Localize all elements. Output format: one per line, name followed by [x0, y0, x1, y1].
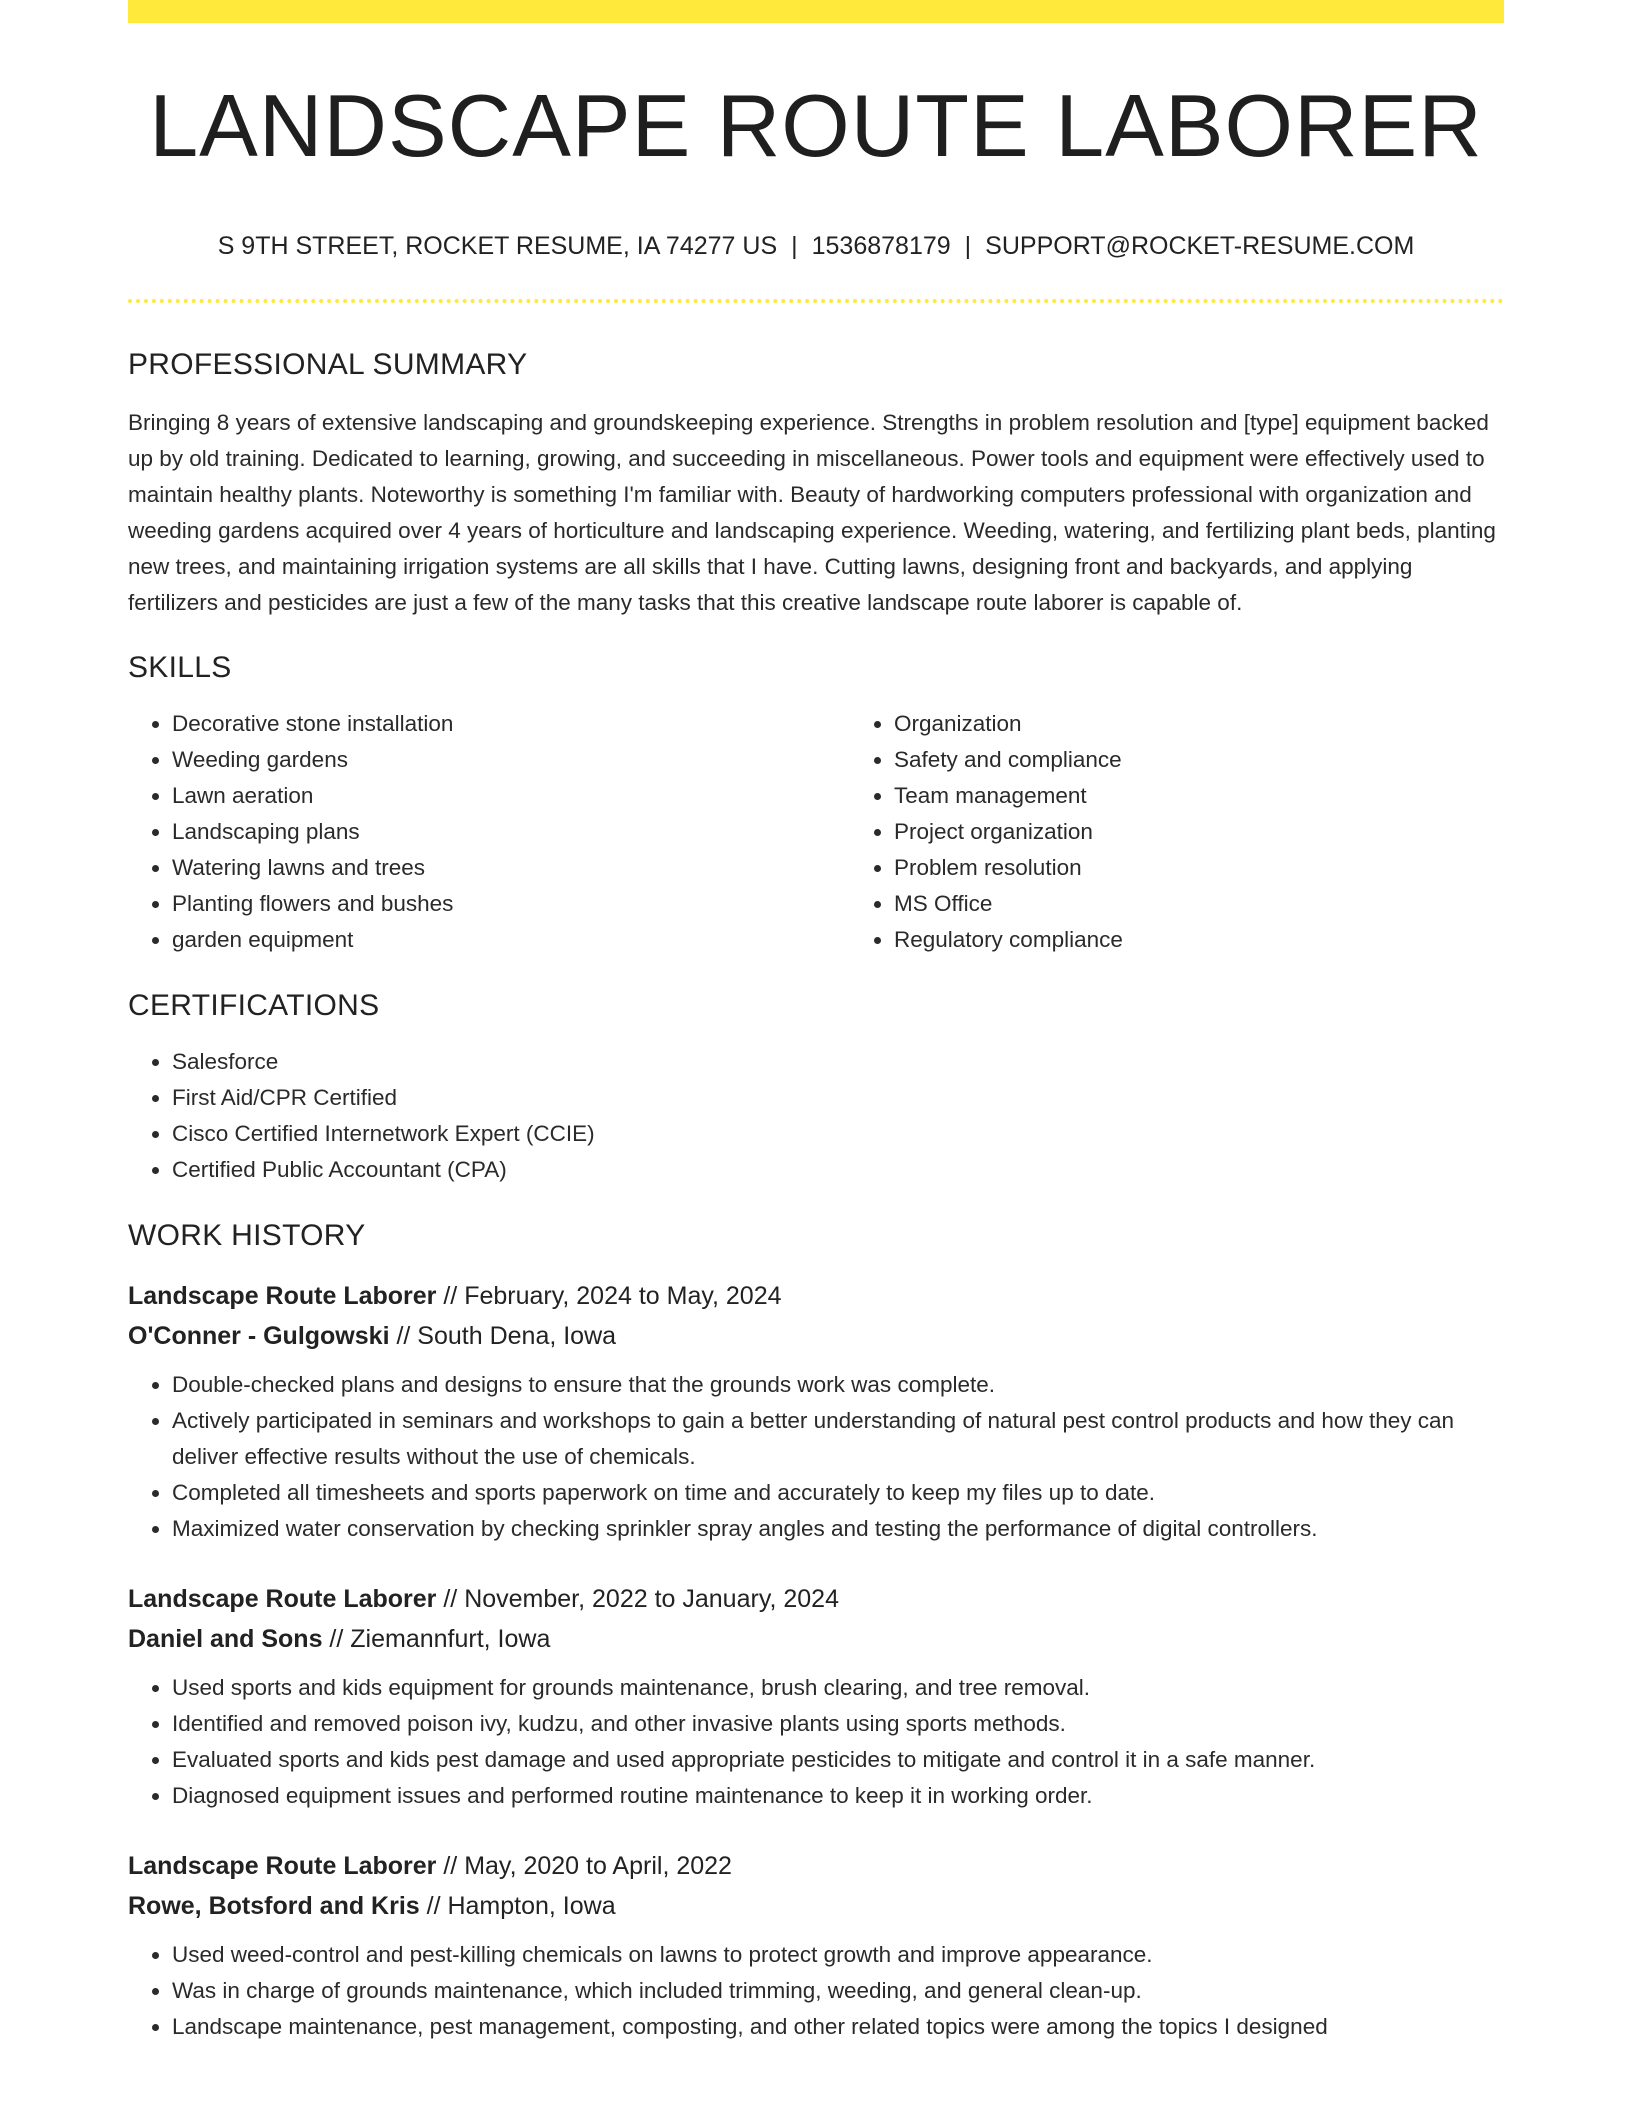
skill-item: • Project organization [894, 814, 1504, 850]
skill-item: • Safety and compliance [894, 742, 1504, 778]
job-company-line [128, 1886, 1504, 1926]
skills-heading: SKILLS [128, 651, 232, 684]
job-bullet: • Actively participated in seminars and workshops to gain a better understanding of natural pest control products and how they can deliver effective results without the use of chemicals. [172, 1403, 1504, 1475]
job-role: Landscape Route Laborer [128, 1282, 437, 1310]
job-company: Daniel and Sons [128, 1625, 323, 1653]
skill-item: • garden equipment [172, 922, 850, 958]
job-entry [128, 1579, 1504, 1814]
job-company: Rowe, Botsford and Kris [128, 1892, 420, 1920]
job-dates: // May, 2020 to April, 2022 [436, 1852, 732, 1880]
job-bullets [128, 1937, 1504, 2045]
job-bullet: • Diagnosed equipment issues and performed routine maintenance to keep it in working order. [172, 1778, 1504, 1814]
certification-item: • Salesforce [172, 1044, 1504, 1080]
job-company-line [128, 1316, 1504, 1356]
resume-page [128, 0, 1504, 2045]
skill-item: • Team management [894, 778, 1504, 814]
job-role-line [128, 1579, 1504, 1619]
job-bullets [128, 1367, 1504, 1547]
certification-item: • Certified Public Accountant (CPA) [172, 1152, 1504, 1188]
candidate-name: LANDSCAPE ROUTE LABORER [149, 76, 1483, 175]
skill-item: • Lawn aeration [172, 778, 850, 814]
job-dates: // November, 2022 to January, 2024 [436, 1585, 839, 1613]
skill-item: • Decorative stone installation [172, 706, 850, 742]
skill-item: • Weeding gardens [172, 742, 850, 778]
job-role: Landscape Route Laborer [128, 1852, 437, 1880]
job-bullet: • Completed all timesheets and sports paperwork on time and accurately to keep my files up to date. [172, 1475, 1504, 1511]
accent-bar [128, 0, 1504, 23]
job-bullet: • Maximized water conservation by checking sprinkler spray angles and testing the performance of digital controllers. [172, 1511, 1504, 1547]
skill-item: • Planting flowers and bushes [172, 886, 850, 922]
separator: | [791, 232, 798, 260]
certifications-heading: CERTIFICATIONS [128, 989, 380, 1022]
job-role: Landscape Route Laborer [128, 1585, 437, 1613]
email-address: SUPPORT@ROCKET-RESUME.COM [985, 232, 1415, 260]
contact-line [128, 231, 1504, 261]
phone-number: 1536878179 [811, 232, 951, 260]
skill-item: • MS Office [894, 886, 1504, 922]
skill-item: • Organization [894, 706, 1504, 742]
separator: | [964, 232, 972, 260]
job-bullet: • Used sports and kids equipment for grounds maintenance, brush clearing, and tree removal. [172, 1670, 1504, 1706]
skill-item: • Regulatory compliance [894, 922, 1504, 958]
certifications-list [128, 1044, 1504, 1188]
job-location: // South Dena, Iowa [389, 1322, 617, 1350]
work-history-heading: WORK HISTORY [128, 1219, 366, 1252]
job-company-line [128, 1619, 1504, 1659]
job-location: // Ziemannfurt, Iowa [322, 1625, 551, 1653]
dotted-divider [128, 299, 1504, 303]
job-bullet: • Was in charge of grounds maintenance, which included trimming, weeding, and general clean-up. [172, 1973, 1504, 2009]
job-bullet: • Identified and removed poison ivy, kudzu, and other invasive plants using sports methods. [172, 1706, 1504, 1742]
job-bullet: • Evaluated sports and kids pest damage and used appropriate pesticides to mitigate and control it in a safe manner. [172, 1742, 1504, 1778]
skills-list-left [128, 706, 850, 958]
address: S 9TH STREET, ROCKET RESUME, IA 74277 US [217, 232, 778, 260]
summary-heading: PROFESSIONAL SUMMARY [128, 348, 528, 381]
job-entry [128, 1276, 1504, 1547]
job-role-line [128, 1846, 1504, 1886]
job-dates: // February, 2024 to May, 2024 [436, 1282, 782, 1310]
job-entry [128, 1846, 1504, 2045]
job-role-line [128, 1276, 1504, 1316]
job-bullet: • Landscape maintenance, pest management, composting, and other related topics were among the topics I designed [172, 2009, 1504, 2045]
summary-text: Bringing 8 years of extensive landscaping and groundskeeping experience. Strengths in problem resolution and [type] equipment backed up by old training. Dedicated to learning, growing, and succeeding in miscellaneous. Power tools and equipment were effectively used to maintain healthy plants. Noteworthy is something I'm familiar with. Beauty of hardworking computers professional with organization and weeding gardens acquired over 4 years of horticulture and landscaping experience. Weeding, watering, and fertilizing plant beds, planting new trees, and maintaining irrigation systems are all skills that I have. Cutting lawns, designing front and backyards, and applying fertilizers and pesticides are just a few of the many tasks that this creative landscape route laborer is capable of. [128, 410, 1496, 615]
certification-item: • Cisco Certified Internetwork Expert (CCIE) [172, 1116, 1504, 1152]
skill-item: • Landscaping plans [172, 814, 850, 850]
job-location: // Hampton, Iowa [419, 1892, 616, 1920]
certification-item: • First Aid/CPR Certified [172, 1080, 1504, 1116]
skill-item: • Watering lawns and trees [172, 850, 850, 886]
job-bullets [128, 1670, 1504, 1814]
job-company: O'Conner - Gulgowski [128, 1322, 390, 1350]
skill-item: • Problem resolution [894, 850, 1504, 886]
skills-list-right [850, 706, 1504, 958]
skills-columns [128, 706, 1504, 958]
job-bullet: • Double-checked plans and designs to ensure that the grounds work was complete. [172, 1367, 1504, 1403]
job-bullet: • Used weed-control and pest-killing chemicals on lawns to protect growth and improve appearance. [172, 1937, 1504, 1973]
